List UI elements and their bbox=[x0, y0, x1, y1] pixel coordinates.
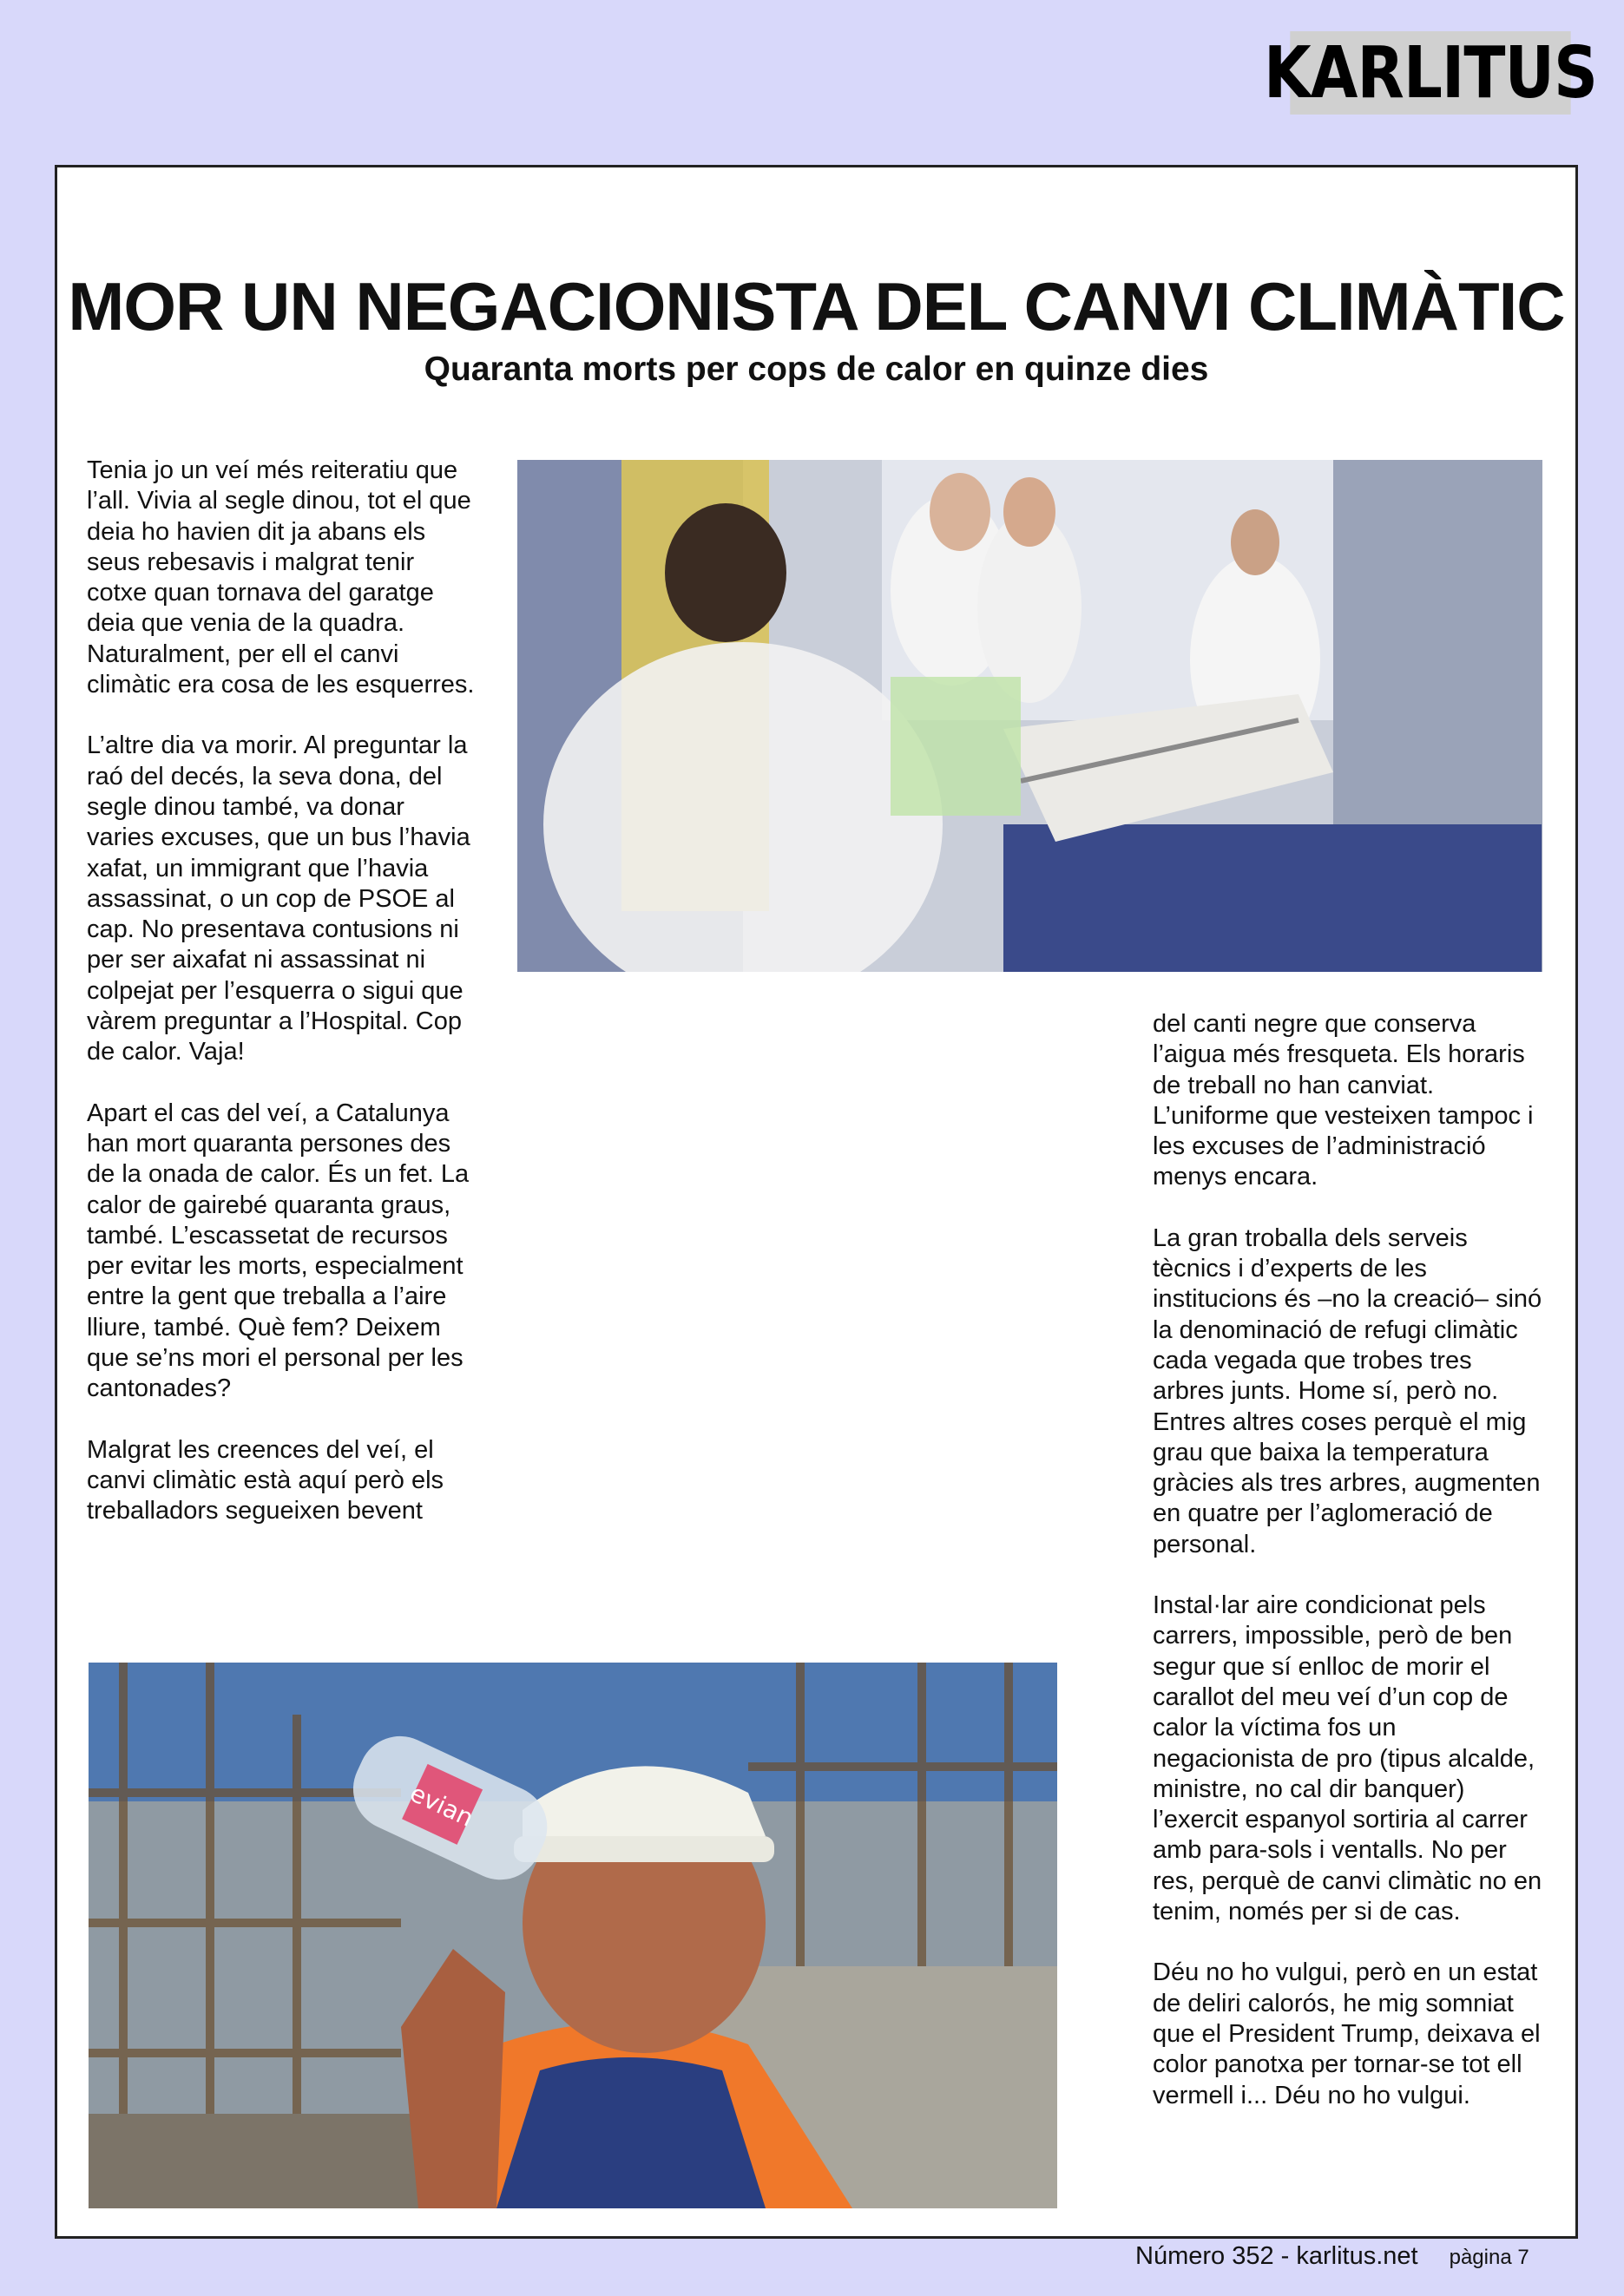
article-subheadline: Quaranta morts per cops de calor en quinze dies bbox=[424, 351, 1209, 388]
hospital-photo bbox=[517, 460, 1542, 972]
paragraph: Tenia jo un veí més reiteratiu que l’all. Vivia al segle dinou, tot el que deia ho havien dit ja abans els seus rebesavis i malgrat tenir cotxe quan tornava del garatge deia que venia de la quadra. Naturalment, per ell el canvi climàtic era cosa de les esquerres. bbox=[87, 456, 475, 699]
issue-info: Número 352 - karlitus.net bbox=[1135, 2242, 1418, 2270]
article-page bbox=[55, 165, 1578, 2239]
article-headline: MOR UN NEGACIONISTA DEL CANVI CLIMÀTIC bbox=[68, 268, 1565, 344]
right-text-column bbox=[1153, 1009, 1543, 2111]
page-footer bbox=[1135, 2242, 1587, 2277]
worker-photo bbox=[89, 1663, 1057, 2208]
hospital-photo-illustration bbox=[517, 460, 1542, 972]
worker-photo-illustration bbox=[89, 1663, 1057, 2208]
paragraph: Déu no ho vulgui, però en un estat de deliri calorós, he mig somniat que el President Trump, deixava el color panotxa per tornar-se tot ell vermell i... Déu no ho vulgui. bbox=[1153, 1958, 1541, 2109]
paragraph: L’altre dia va morir. Al preguntar la raó del decés, la seva dona, del segle dinou també, va donar varies excuses, que un bus l’havia xafat, un immigrant que l’havia assassinat, o un cop de PSOE al cap. No presentava contusions ni per ser aixafat ni assassinat ni colpejat per l’esquerra o sigui que vàrem preguntar a l’Hospital. Cop de calor. Vaja! bbox=[87, 731, 470, 1066]
masthead-logo: KARLITUS bbox=[1264, 31, 1597, 115]
paragraph: Instal·lar aire condicionat pels carrers, impossible, però de ben segur que sí enlloc de morir el carallot del meu veí d’un cop de calor la víctima fos un negacionista de pro (tipus alcalde, ministre, no cal dir banquer) l’exercit espanyol sortiria al carrer amb para-sols i ventalls. No per res, perquè de canvi climàtic no en tenim, només per si de cas. bbox=[1153, 1591, 1542, 1926]
paragraph: del canti negre que conserva l’aigua més fresqueta. Els horaris de treball no han canviat. L’uniforme que vesteixen tampoc i les excuses de l’administració menys encara. bbox=[1153, 1010, 1534, 1191]
paragraph: Malgrat les creences del veí, el canvi climàtic està aquí però els treballadors segueixen bevent bbox=[87, 1435, 444, 1525]
page-number: pàgina 7 bbox=[1449, 2246, 1529, 2269]
bottle-label: evian bbox=[405, 1778, 478, 1833]
paragraph: La gran troballa dels serveis tècnics i d’experts de les institucions és –no la creació– sinó la denominació de refugi climàtic cada vegada que trobes tres arbres junts. Home sí, però no. Entres altres coses perquè el mig grau que baixa la temperatura gràcies als tres arbres, augmenten en quatre per l’aglomeració de personal. bbox=[1153, 1223, 1542, 1558]
left-text-column bbox=[87, 456, 477, 1527]
paragraph: Apart el cas del veí, a Catalunya han mort quaranta persones des de la onada de calor. És un fet. La calor de gairebé quaranta graus, també. L’escassetat de recursos per evitar les morts, especialment entre la gent que treballa a l’aire lliure, també. Què fem? Deixem que se’ns mori el personal per les cantonades? bbox=[87, 1099, 470, 1403]
